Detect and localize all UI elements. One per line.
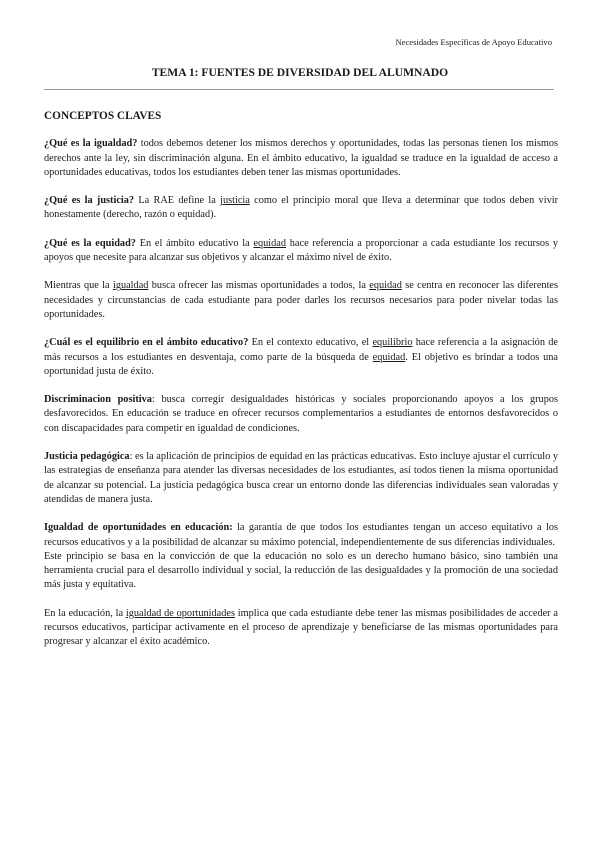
running-header: Necesidades Específicas de Apoyo Educativo <box>395 37 552 47</box>
definition-text: como el principio moral que lleva a determinar que todos deben vivir honestamente (derecho, razón o equidad). <box>44 195 559 221</box>
body-text: se centra en reconocer las diferentes necesidades y circunstancias de cada estudiante para poder darles los recursos necesarios para poder nivelar todas las oportunidades. <box>44 280 559 320</box>
underlined-keyword: equidad <box>369 280 402 292</box>
section-heading: CONCEPTOS CLAVES <box>44 110 162 122</box>
underlined-keyword: equidad <box>253 237 287 249</box>
paragraph-conclusion <box>44 607 558 650</box>
document-title: TEMA 1: FUENTES DE DIVERSIDAD DEL ALUMNADO <box>151 66 449 79</box>
term-igualdad-oportunidades: Igualdad de oportunidades en educación: <box>44 522 233 534</box>
underlined-keyword: justicia <box>220 195 250 207</box>
title-divider <box>44 89 554 90</box>
definition-text: En el ámbito educativo la <box>135 237 254 249</box>
underlined-keyword: igualdad de oportunidades <box>125 607 235 619</box>
underlined-keyword: igualdad <box>112 280 149 292</box>
term-equilibrio: ¿Cuál es el equilibrio en el ámbito educativo? <box>44 337 249 349</box>
document-body <box>44 109 558 664</box>
definition-text: En el contexto educativo, el <box>248 337 373 349</box>
body-text: busca ofrecer las mismas oportunidades a todos, la <box>148 280 370 292</box>
definition-text: . El objetivo es brindar a todos una oportunidad justa de éxito. <box>44 351 558 377</box>
term-igualdad: ¿Qué es la igualdad? <box>44 138 138 150</box>
definition-text: La RAE define la <box>134 195 221 207</box>
underlined-keyword: equidad <box>372 351 406 363</box>
definition-text: todos debemos detener los mismos derechos y oportunidades, todas las personas tienen los mismos derechos ante la ley, sin discriminación alguna. En el ámbito educativo, la igualdad se traduce en la igualdad de acceso a oportunidades educativas, todos los estudiantes deben tener las mismas oportunidades. <box>44 138 558 178</box>
body-text: Mientras que la <box>44 280 113 292</box>
paragraph-equidad <box>44 237 558 266</box>
definition-text: : busca corregir desigualdades históricas y sociales proporcionando apoyos a los grupos desfavorecidos. En educación se traduce en ofrecer recursos complementarios a estudiantes de entornos desfavorecidos o con discapacidades para competir en igualdad de condiciones. <box>44 394 558 434</box>
paragraph-justicia <box>44 194 558 223</box>
body-text: En la educación, la <box>44 607 126 619</box>
paragraph-igualdad-oportunidades <box>44 521 558 550</box>
paragraph-justicia-pedagogica <box>44 450 558 507</box>
paragraph-principio: Este principio se basa en la convicción de que la educación no solo es un derecho humano básico, sino también una herramienta crucial para el desarrollo individual y social, la reducción de las desigualdades y la promoción de una sociedad más justa y equitativa. <box>44 550 558 591</box>
term-justicia-pedagogica: Justicia pedagógica <box>44 451 130 463</box>
paragraph-comparison <box>44 279 558 322</box>
term-equidad: ¿Qué es la equidad? <box>44 237 136 249</box>
paragraph-discriminacion <box>44 393 558 436</box>
paragraph-igualdad <box>44 137 558 180</box>
term-discriminacion: Discriminacion positiva <box>44 394 152 406</box>
paragraph-equilibrio <box>44 336 558 379</box>
definition-text: hace referencia a la asignación de más recursos a los estudiantes en desventaja, como parte de la búsqueda de <box>44 337 558 363</box>
body-text: implica que cada estudiante debe tener las mismas posibilidades de acceder a recursos educativos, participar activamente en el proceso de aprendizaje y beneficiarse de las mismas oportunidades para progresar y alcanzar el éxito académico. <box>44 607 558 648</box>
definition-text: la garantía de que todos los estudiantes tengan un acceso equitativo a los recursos educativos y a la posibilidad de alcanzar su máximo potencial, independientemente de sus diferencias individuales. <box>44 522 558 548</box>
term-justicia: ¿Qué es la justicia? <box>44 195 135 207</box>
underlined-keyword: equilibrio <box>372 337 413 349</box>
definition-text: hace referencia a proporcionar a cada estudiante los recursos y apoyos que necesite para alcanzar sus objetivos y alcanzar el máximo nivel de éxito. <box>44 237 558 264</box>
definition-text: : es la aplicación de principios de equidad en las prácticas educativas. Esto incluye ajustar el currículo y las estrategias de enseñanza para atender las diversas necesidades de los estudiantes, así todos tienen la misma oportunidad de alcanzar su potencial. La justicia pedagógica busca crear un entorno donde las diferencias individuales sean valoradas y atendidas de manera justa. <box>44 451 559 505</box>
